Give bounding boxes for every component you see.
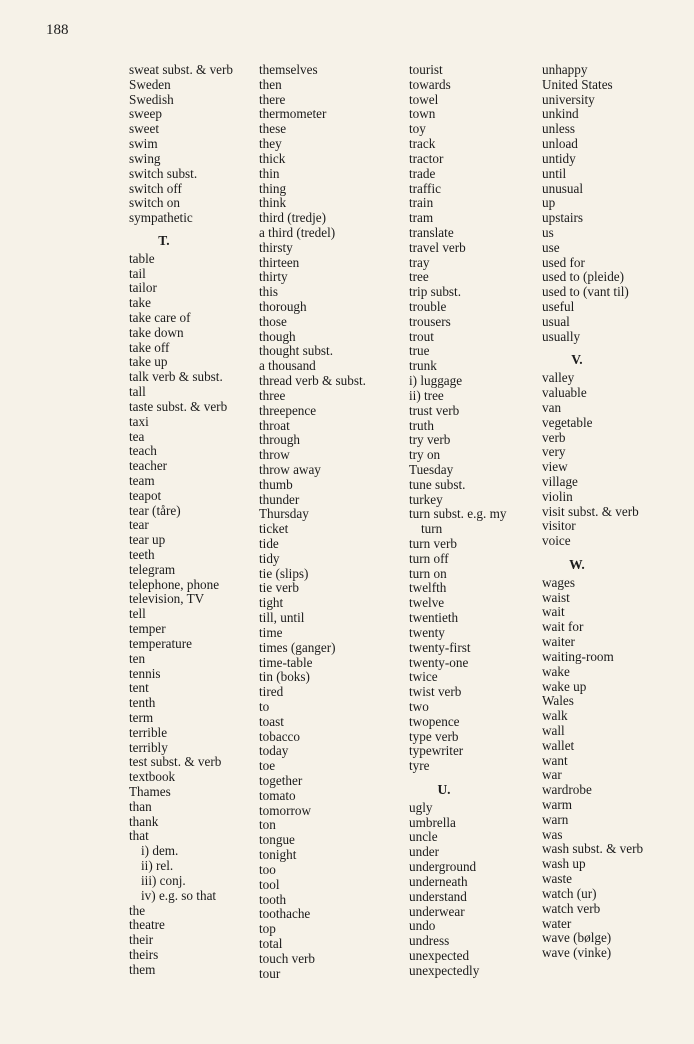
word-entry: thank [129, 813, 159, 829]
word-entry: telegram [129, 561, 176, 577]
word-entry: voice [542, 533, 571, 549]
word-entry: twelve [409, 595, 445, 611]
word-entry: untidy [542, 150, 576, 166]
word-entry: underwear [409, 903, 465, 919]
word-entry: touch verb [259, 950, 316, 966]
word-entry: unexpected [409, 947, 470, 963]
word-entry: trust verb [409, 402, 460, 418]
word-entry: tomorrow [259, 802, 312, 818]
word-entry: tidy [259, 550, 280, 566]
word-entry: warn [542, 811, 569, 827]
word-entry: sympathetic [129, 210, 193, 226]
word-entry: throw away [259, 461, 321, 477]
word-entry: tractor [409, 150, 444, 166]
word-entry: tired [259, 684, 284, 700]
word-entry: temperature [129, 635, 192, 651]
word-entry: twopence [409, 713, 460, 729]
word-entry: under [409, 844, 440, 860]
page-number: 188 [46, 22, 69, 38]
word-entry: times (ganger) [259, 639, 336, 655]
word-entry: through [259, 432, 301, 448]
word-entry: switch on [129, 195, 180, 211]
word-entry: walk [542, 708, 568, 724]
word-entry: i) luggage [409, 373, 463, 389]
word-entry: usual [542, 313, 570, 329]
word-entry: waste [542, 871, 573, 887]
word-entry: twice [409, 669, 438, 685]
word-entry: true [409, 343, 430, 359]
word-entry: Tuesday [409, 461, 454, 477]
sub-entry: ii) rel. [141, 858, 174, 874]
word-entry: unless [542, 121, 575, 137]
word-entry: this [259, 284, 279, 300]
word-entry: tooth [259, 891, 287, 907]
word-entry: talk verb & subst. [129, 369, 223, 385]
word-entry: toothache [259, 906, 311, 922]
word-entry: translate [409, 224, 454, 240]
word-entry: tool [259, 876, 280, 892]
word-entry: Thames [129, 784, 171, 799]
word-entry: university [542, 91, 595, 107]
word-entry: telephone, phone [129, 576, 220, 592]
word-entry: take down [129, 324, 184, 340]
word-entry: sweet [129, 121, 160, 137]
word-column-4 [542, 63, 692, 961]
word-entry: wait [542, 604, 565, 620]
word-entry: tenth [129, 695, 156, 711]
word-entry: wave (bølge) [542, 930, 612, 946]
word-entry: sweep [129, 106, 162, 122]
word-entry: was [542, 826, 563, 842]
word-entry: trip subst. [409, 284, 462, 300]
word-entry: type verb [409, 728, 459, 744]
sub-entry: iv) e.g. so that [141, 887, 217, 903]
word-entry: wardrobe [542, 782, 592, 798]
word-column-3 [409, 63, 547, 979]
word-entry: take off [129, 339, 170, 355]
word-entry: tear (tåre) [129, 502, 181, 518]
word-entry: three [259, 387, 286, 403]
word-entry: them [129, 961, 156, 977]
word-entry: teach [129, 443, 157, 459]
word-entry: tour [259, 965, 281, 981]
word-entry: the [129, 902, 146, 918]
word-entry: up [542, 195, 556, 211]
word-entry: there [259, 91, 286, 107]
word-entry: two [409, 698, 429, 714]
word-entry: teapot [129, 487, 162, 503]
word-entry: that [129, 828, 149, 844]
word-entry: top [259, 921, 276, 937]
section-heading: U. [437, 782, 451, 797]
section-heading: T. [158, 232, 170, 248]
word-entry: turn verb [409, 536, 457, 551]
word-entry: twist verb [409, 684, 462, 700]
word-entry: tea [129, 428, 145, 444]
word-entry: unusual [542, 180, 584, 196]
word-entry: wave (vinke) [542, 945, 612, 961]
word-entry: twenty-first [409, 639, 471, 655]
word-entry: tennis [129, 665, 161, 681]
word-entry: view [542, 459, 568, 475]
word-entry: tin (boks) [259, 669, 310, 685]
word-entry: wall [542, 722, 565, 738]
word-entry: tram [409, 210, 434, 226]
word-entry: war [542, 767, 562, 783]
word-entry: thermometer [259, 106, 327, 122]
word-entry: valuable [542, 385, 587, 401]
word-entry: tie (slips) [259, 565, 309, 581]
word-entry: throw [259, 447, 290, 463]
word-entry: wait for [542, 619, 584, 635]
word-entry: Wales [542, 693, 574, 709]
word-entry: team [129, 472, 155, 488]
word-entry: switch off [129, 180, 182, 196]
word-entry: undo [409, 918, 436, 934]
word-entry: used to (pleide) [542, 269, 625, 285]
word-entry: trade [409, 165, 436, 181]
word-entry: ticket [259, 521, 289, 537]
word-entry: underground [409, 859, 477, 875]
word-entry: wallet [542, 737, 575, 753]
word-entry: tail [129, 265, 146, 281]
word-entry: track [409, 136, 436, 152]
word-entry: wages [542, 574, 575, 590]
word-entry: wake [542, 663, 570, 679]
word-entry: a third (tredel) [259, 224, 336, 240]
word-entry: thirteen [259, 254, 300, 270]
word-entry: take care of [129, 310, 191, 325]
word-entry: till, until [259, 610, 305, 626]
word-entry: tune subst. [409, 476, 466, 492]
word-entry: ton [259, 817, 276, 833]
word-entry: village [542, 473, 578, 489]
word-entry: tongue [259, 832, 295, 848]
word-entry: than [129, 798, 152, 814]
word-entry: upstairs [542, 210, 584, 226]
word-entry: twenty-one [409, 654, 469, 670]
word-entry: travel verb [409, 239, 466, 255]
word-entry: thirsty [259, 239, 293, 255]
word-entry: take [129, 295, 151, 311]
word-entry: too [259, 861, 276, 877]
word-entry: waist [542, 589, 570, 605]
word-entry: watch verb [542, 900, 601, 916]
word-entry: unhappy [542, 62, 588, 77]
word-entry: thick [259, 150, 286, 166]
word-entry: turn off [409, 550, 449, 566]
word-entry: visitor [542, 518, 576, 534]
word-entry: tear [129, 517, 149, 533]
word-entry: United States [542, 76, 613, 92]
word-entry: truth [409, 417, 434, 433]
word-entry: use [542, 239, 560, 255]
word-entry: vegetable [542, 414, 593, 430]
word-entry: traffic [409, 180, 441, 196]
word-entry: Sweden [129, 76, 171, 92]
word-entry: waiter [542, 634, 575, 650]
word-entry: today [259, 743, 289, 759]
word-entry: thorough [259, 299, 307, 314]
word-entry: taste subst. & verb [129, 398, 228, 414]
word-entry: temper [129, 621, 166, 637]
word-entry: trout [409, 328, 434, 344]
word-entry: teeth [129, 547, 155, 562]
word-entry: themselves [259, 62, 318, 77]
word-entry: together [259, 773, 303, 788]
word-entry: throat [259, 417, 290, 433]
word-entry: turn on [409, 565, 447, 581]
word-entry: third (tredje) [259, 210, 327, 226]
word-entry: try verb [409, 432, 451, 448]
word-entry: theatre [129, 917, 165, 933]
word-entry: terribly [129, 739, 168, 755]
word-entry: verb [542, 429, 566, 445]
word-entry: tourist [409, 62, 443, 77]
section-heading: V. [571, 352, 583, 368]
word-entry: tell [129, 606, 146, 622]
word-entry: thought subst. [259, 343, 334, 359]
word-entry: time [259, 624, 283, 640]
word-entry: term [129, 709, 154, 725]
word-entry: van [542, 399, 562, 415]
word-entry: tree [409, 269, 429, 285]
word-entry: twenty [409, 624, 445, 640]
word-entry: swing [129, 150, 161, 166]
word-entry: town [409, 106, 436, 122]
word-entry: valley [542, 370, 575, 386]
word-entry: try on [409, 447, 441, 463]
word-entry: tomato [259, 787, 296, 803]
word-column-2 [259, 63, 409, 981]
word-entry: take up [129, 354, 168, 370]
word-entry: theirs [129, 946, 159, 962]
word-entry: threepence [259, 402, 317, 418]
word-entry: thumb [259, 476, 293, 492]
word-entry: trunk [409, 358, 437, 374]
word-entry: uncle [409, 829, 438, 845]
word-entry: those [259, 313, 287, 329]
word-entry: toast [259, 713, 284, 729]
word-entry: tight [259, 595, 284, 611]
word-entry: think [259, 195, 287, 211]
word-entry: tall [129, 384, 146, 400]
word-entry: twentieth [409, 610, 459, 626]
word-entry: trouble [409, 299, 447, 314]
word-entry: thirty [259, 269, 288, 285]
word-entry: umbrella [409, 814, 456, 830]
word-entry: table [129, 250, 155, 266]
word-entry: towards [409, 76, 451, 92]
word-entry: useful [542, 299, 575, 314]
word-entry: tie verb [259, 580, 299, 596]
word-entry: swim [129, 136, 158, 152]
word-entry: toe [259, 758, 276, 774]
sub-entry: i) dem. [141, 843, 179, 859]
word-entry: towel [409, 91, 439, 107]
word-entry: their [129, 932, 154, 948]
word-entry: tent [129, 680, 149, 696]
word-entry: used to (vant til) [542, 284, 629, 300]
word-entry: until [542, 165, 567, 181]
word-entry: sweat subst. & verb [129, 62, 234, 77]
word-entry: want [542, 752, 568, 768]
word-entry: wake up [542, 678, 587, 694]
word-entry: though [259, 328, 296, 344]
sub-entry: iii) conj. [141, 872, 186, 888]
word-entry: a thousand [259, 358, 316, 374]
word-entry: underneath [409, 873, 468, 889]
word-entry: tear up [129, 532, 166, 548]
word-entry: tailor [129, 280, 157, 296]
word-entry: switch subst. [129, 165, 198, 181]
word-entry: ii) tree [409, 387, 444, 403]
word-entry: turkey [409, 491, 443, 507]
word-entry: us [542, 224, 554, 240]
word-entry: television, TV [129, 591, 205, 607]
word-entry: tide [259, 536, 279, 551]
word-entry: thread verb & subst. [259, 373, 366, 389]
section-heading: W. [569, 557, 585, 572]
word-entry: unkind [542, 106, 579, 122]
word-entry: textbook [129, 769, 176, 785]
word-entry: toy [409, 121, 426, 137]
word-entry: terrible [129, 724, 168, 740]
word-entry: typewriter [409, 743, 464, 759]
word-entry: thunder [259, 491, 300, 507]
word-entry: usually [542, 328, 581, 344]
word-entry: unload [542, 136, 578, 152]
word-entry: water [542, 915, 572, 931]
word-entry: they [259, 136, 282, 152]
sub-entry: turn [421, 521, 443, 537]
word-entry: train [409, 195, 434, 211]
word-entry: undress [409, 933, 450, 949]
word-entry: test subst. & verb [129, 754, 222, 770]
word-entry: wash up [542, 856, 586, 872]
word-entry: trousers [409, 313, 451, 329]
word-column-1 [129, 63, 259, 978]
word-entry: these [259, 121, 287, 137]
word-entry: wash subst. & verb [542, 841, 644, 857]
word-entry: ugly [409, 799, 433, 815]
word-entry: visit subst. & verb [542, 503, 639, 519]
word-entry: thin [259, 165, 280, 181]
word-entry: watch (ur) [542, 885, 597, 901]
word-entry: unexpectedly [409, 962, 480, 978]
word-entry: twelfth [409, 580, 447, 596]
word-entry: tobacco [259, 728, 301, 744]
word-entry: violin [542, 488, 573, 504]
word-entry: Swedish [129, 91, 174, 107]
word-entry: warm [542, 797, 573, 812]
word-entry: taxi [129, 413, 149, 429]
word-entry: very [542, 444, 566, 460]
word-entry: time-table [259, 654, 313, 670]
word-entry: waiting-room [542, 648, 614, 664]
word-entry: total [259, 935, 283, 951]
word-entry: ten [129, 650, 146, 666]
word-entry: turn subst. e.g. my [409, 506, 507, 522]
word-entry: teacher [129, 458, 168, 474]
word-entry: understand [409, 888, 467, 904]
word-entry: tray [409, 254, 430, 270]
word-entry: used for [542, 254, 585, 270]
word-entry: to [259, 698, 270, 714]
word-entry: then [259, 76, 282, 92]
word-entry: Thursday [259, 506, 309, 522]
word-entry: tyre [409, 758, 430, 774]
word-entry: thing [259, 180, 287, 196]
word-entry: tonight [259, 847, 297, 863]
